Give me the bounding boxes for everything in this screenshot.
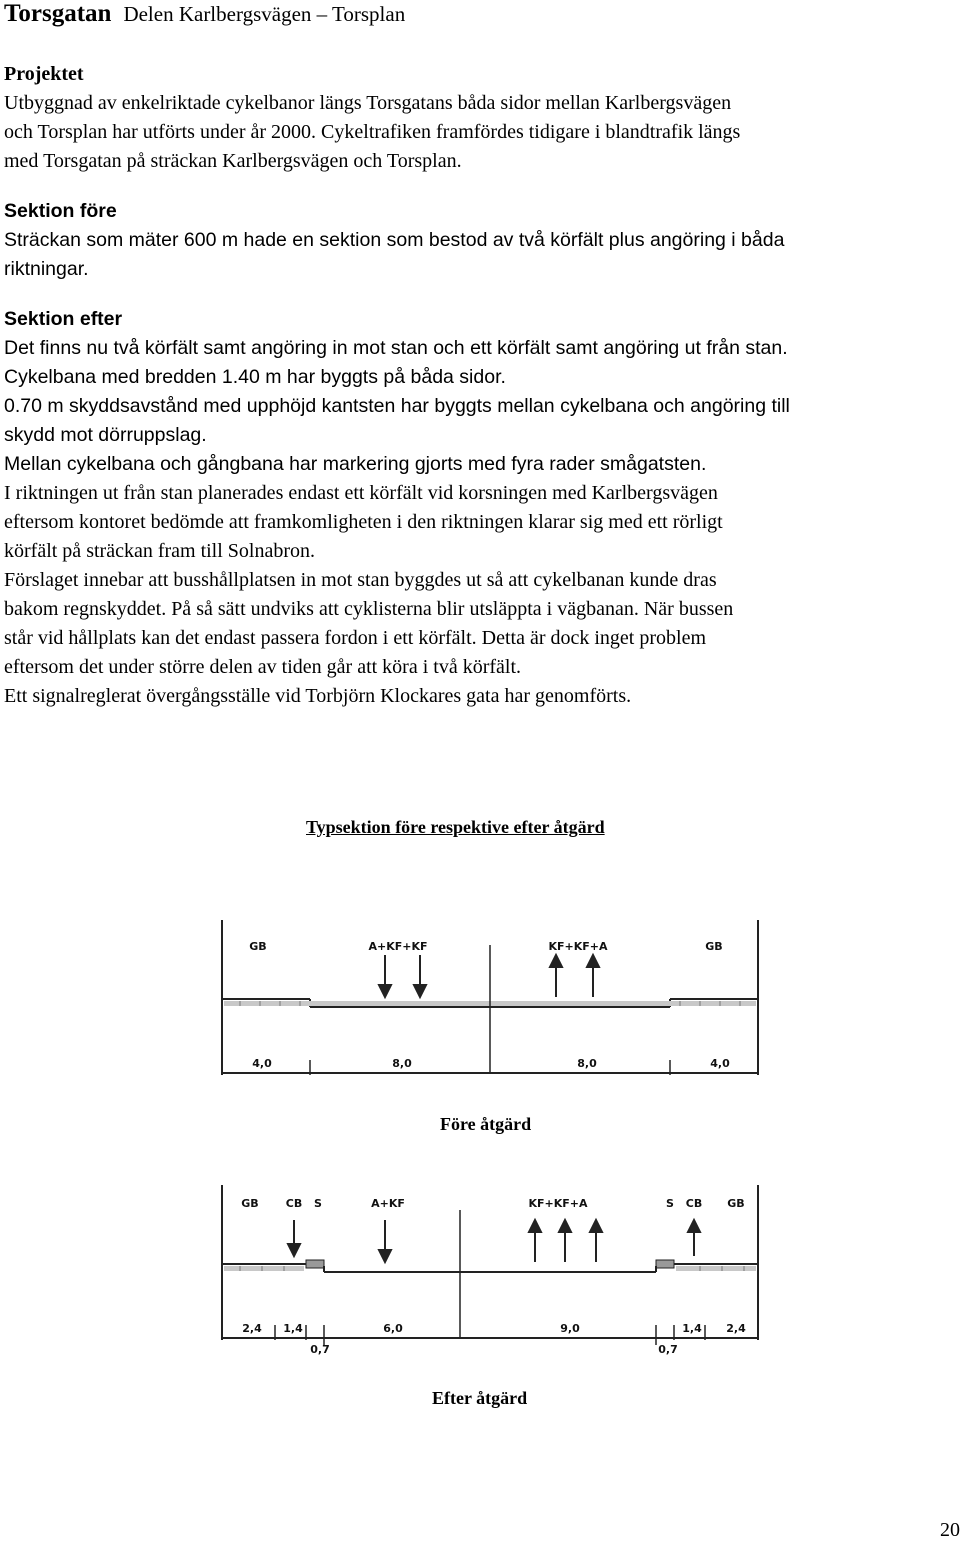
text-line: I riktningen ut från stan planerades endast ett körfält vid korsningen med Karlbergsvägen: [4, 482, 718, 504]
text-line: Sträckan som mäter 600 m hade en sektion som bestod av två körfält plus angöring i båda: [4, 229, 785, 251]
heading-projektet: Projektet: [4, 63, 84, 85]
buffer-width-label: 0,7: [658, 1343, 678, 1356]
text-line: riktningar.: [4, 258, 89, 280]
text-line: eftersom kontoret bedömde att framkomligheten i den riktningen klarar sig med ett rörligt: [4, 511, 723, 533]
text-line: Förslaget innebar att busshållplatsen in mot stan byggdes ut så att cykelbanan kunde dras: [4, 569, 717, 591]
label-s: S: [314, 1197, 322, 1210]
label-s: S: [666, 1197, 674, 1210]
text-line: med Torsgatan på sträckan Karlbergsvägen och Torsplan.: [4, 150, 462, 172]
figure-caption: Typsektion före respektive efter åtgärd: [306, 817, 605, 837]
text-line: Det finns nu två körfält samt angöring in mot stan och ett körfält samt angöring ut från stan.: [4, 337, 788, 359]
text-line: Utbyggnad av enkelriktade cykelbanor längs Torsgatans båda sidor mellan Karlbergsvägen: [4, 92, 732, 114]
label-gb: GB: [241, 1197, 259, 1210]
label-cb: CB: [685, 1197, 703, 1210]
cross-section-efter-diagram: [0, 1180, 960, 1360]
label-lanes-in: A+KF+KF: [368, 940, 428, 953]
cross-section-fore-diagram: [0, 915, 960, 1085]
caption-efter: Efter åtgärd: [432, 1388, 528, 1408]
width-label: 2,4: [242, 1322, 262, 1335]
label-cb: CB: [285, 1197, 303, 1210]
text-line: skydd mot dörruppslag.: [4, 424, 207, 446]
text-line: 0.70 m skyddsavstånd med upphöjd kantsten har byggts mellan cykelbana och angöring till: [4, 395, 790, 417]
label-gb: GB: [727, 1197, 745, 1210]
text-line: bakom regnskyddet. På så sätt undviks att cyklisterna blir utsläppta i vägbanan. När bussen: [4, 598, 734, 620]
page-header: [4, 0, 405, 28]
text-line: Mellan cykelbana och gångbana har markering gjorts med fyra rader smågatsten.: [4, 453, 707, 475]
label-lanes-out: KF+KF+A: [548, 940, 608, 953]
page-subtitle: Delen Karlbergsvägen – Torsplan: [123, 2, 406, 26]
width-label: 4,0: [710, 1057, 730, 1070]
text-line: Ett signalreglerat övergångsställe vid Torbjörn Klockares gata har genomförts.: [4, 685, 632, 707]
heading-sektion-fore: Sektion före: [4, 200, 117, 222]
text-line: eftersom det under större delen av tiden går att köra i två körfält.: [4, 656, 522, 678]
page-number: 20: [940, 1519, 960, 1541]
page-title: Torsgatan: [4, 0, 112, 27]
heading-sektion-efter: Sektion efter: [4, 308, 123, 330]
text-line: och Torsplan har utförts under år 2000. Cykeltrafiken framfördes tidigare i blandtrafik längs: [4, 121, 741, 143]
label-lanes-in: A+KF: [371, 1197, 405, 1210]
text-line: Cykelbana med bredden 1.40 m har byggts på båda sidor.: [4, 366, 506, 388]
buffer-width-label: 0,7: [310, 1343, 330, 1356]
label-gb: GB: [705, 940, 723, 953]
width-label: 4,0: [252, 1057, 272, 1070]
width-label: 1,4: [682, 1322, 702, 1335]
width-label: 9,0: [560, 1322, 580, 1335]
width-label: 8,0: [392, 1057, 412, 1070]
width-label: 1,4: [283, 1322, 303, 1335]
text-line: står vid hållplats kan det endast passera fordon i ett körfält. Detta är dock inget problem: [4, 627, 707, 649]
width-label: 8,0: [577, 1057, 597, 1070]
label-gb: GB: [249, 940, 267, 953]
width-label: 2,4: [726, 1322, 746, 1335]
caption-fore: Före åtgärd: [440, 1114, 532, 1134]
label-lanes-out: KF+KF+A: [528, 1197, 588, 1210]
width-label: 6,0: [383, 1322, 403, 1335]
text-line: körfält på sträckan fram till Solnabron.: [4, 540, 316, 562]
body-text: [4, 60, 949, 711]
